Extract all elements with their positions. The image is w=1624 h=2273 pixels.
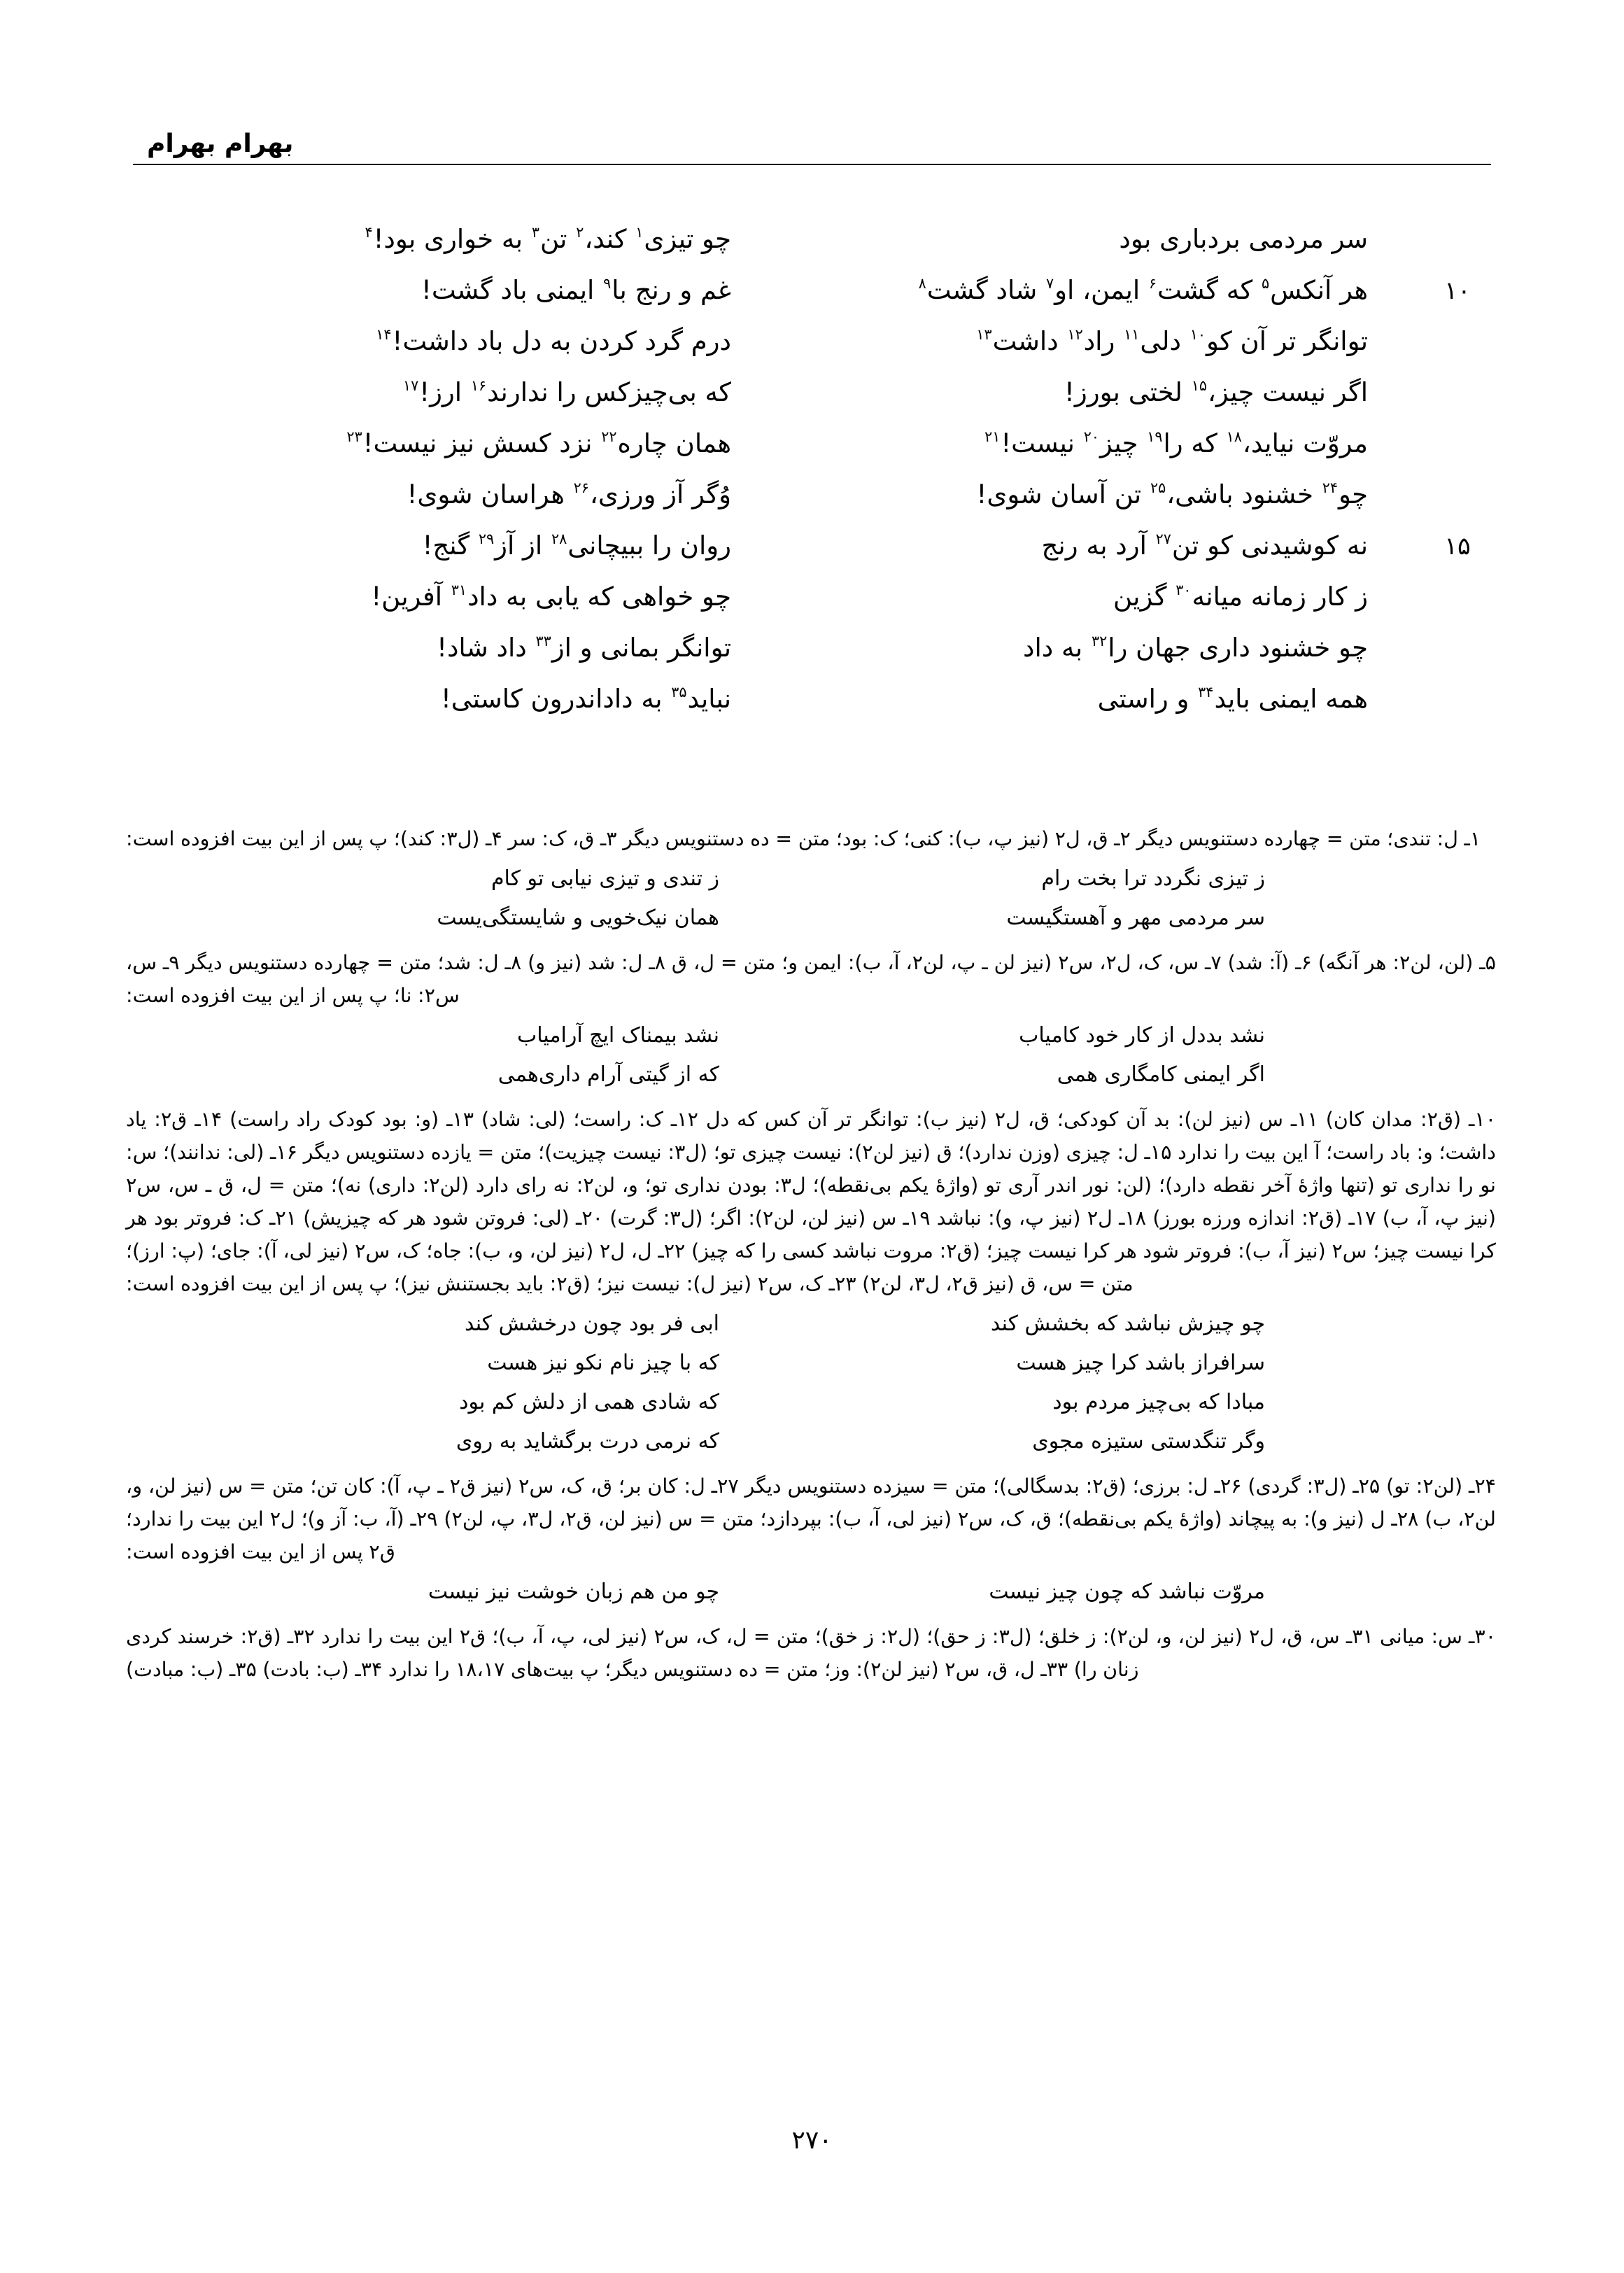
variant-marker: ۲۴ (1322, 479, 1338, 496)
verse-word: توانگر بمانی و از (551, 632, 731, 663)
hemistich-right (738, 530, 1424, 561)
variant-marker: ۳۵ (671, 684, 687, 701)
quoted-couplets-4 (126, 1575, 1496, 1614)
verse-word: بود (1119, 223, 1152, 254)
verse-word: به (641, 683, 663, 714)
verse-word: آز (664, 479, 684, 509)
quoted-hemistich-left: که نرمی درت برگشاید به روی (456, 1429, 719, 1454)
verse-word: ایمن، او (1054, 274, 1141, 305)
quoted-hemistich-right: مروّت نباشد که چون چیز نیست (989, 1579, 1265, 1604)
quoted-couplet-row (126, 1386, 1496, 1425)
verse-word: شاد گشت (926, 274, 1038, 305)
variant-marker: ۴ (365, 224, 373, 241)
verse-word: و (1176, 683, 1189, 714)
quoted-hemistich-left: ز تندی و تیزی نیابی تو کام (490, 866, 719, 891)
verse-word: بردباری (1159, 223, 1241, 254)
running-head-zone (133, 130, 1491, 192)
variant-marker: ۷ (1046, 275, 1054, 292)
hemistich-left (129, 685, 738, 712)
quoted-couplets-1 (126, 862, 1496, 941)
variant-marker: ۱۷ (402, 377, 419, 394)
verse-word: چو (1339, 479, 1368, 509)
verse-word: هر آنکس (1270, 274, 1368, 305)
quoted-hemistich-left: نشد بیمناک ایچ آرامیاب (517, 1023, 719, 1048)
variant-marker: ۱۳ (976, 326, 992, 343)
verse-word: نباید (687, 683, 731, 714)
verse-word: گزین (1113, 581, 1167, 612)
quoted-hemistich-left: چو من هم زبان خوشت نیز نیست (428, 1579, 719, 1604)
quoted-hemistich-left: که شادی همی از دلش کم بود (459, 1390, 719, 1414)
verse-body (134, 225, 1491, 736)
verse-row (134, 583, 1491, 634)
quoted-couplet-row (126, 1346, 1496, 1386)
verse-word: نه کوشیدنی کو تن (1171, 530, 1368, 561)
quoted-hemistich-right: نشد بددل از کار خود کامیاب (1019, 1023, 1265, 1048)
quoted-hemistich-right: مبادا که بی‌چیز مردم بود (1052, 1390, 1265, 1414)
verse-word: بورز! (1064, 377, 1120, 407)
hemistich-right (738, 276, 1424, 303)
quoted-hemistich-right: سرافراز باشد کرا چیز هست (1016, 1351, 1265, 1375)
variant-marker: ۹ (603, 275, 612, 292)
verse-row (134, 379, 1491, 430)
verse-word: زمانه (1250, 581, 1306, 612)
verse-word: نیست! (1001, 428, 1075, 458)
variant-marker: ۲۷ (1155, 530, 1171, 547)
variant-marker: ۲۵ (1150, 479, 1166, 496)
verse-word: کاستی! (440, 683, 523, 714)
quoted-couplet-row (126, 1307, 1496, 1346)
hemistich-left (129, 379, 738, 405)
verse-word: ایمنی باد گشت! (421, 274, 595, 305)
verse-row (134, 225, 1491, 276)
verse-row (134, 634, 1491, 685)
running-head-title: بهرام بهرام (147, 129, 294, 158)
variant-marker: ۳۳ (535, 633, 551, 649)
variant-marker: ۲۱ (984, 428, 1001, 445)
hemistich-left (129, 583, 738, 610)
verse-row (134, 532, 1491, 583)
verse-word: تن آسان شوی! (976, 479, 1142, 509)
verse-word: آرد به رنج (1041, 530, 1147, 561)
variant-marker: ۵ (1261, 275, 1270, 292)
variant-marker: ۱۱ (1124, 326, 1140, 343)
variant-marker: ۱ (635, 224, 644, 241)
quoted-hemistich-left: که از گیتی آرام داری‌همی (497, 1062, 719, 1087)
verse-word: چیز، (1207, 377, 1255, 407)
hemistich-right (738, 430, 1424, 456)
hemistich-right (738, 481, 1424, 507)
verse-row (134, 430, 1491, 481)
verse-word: داداندرون (530, 683, 633, 714)
verse-word: داشت (992, 325, 1059, 356)
quoted-hemistich-right: وگر تنگدستی ستیزه مجوی (1032, 1429, 1265, 1454)
verse-word: باید (1214, 683, 1250, 714)
quoted-couplet-row (126, 1425, 1496, 1464)
verse-word: چو تیزی (644, 223, 731, 254)
variant-marker: ۱۲ (1067, 326, 1083, 343)
verse-word: چیز (1100, 428, 1138, 458)
quoted-hemistich-left: ابی فر بود چون درخشش کند (464, 1311, 719, 1336)
hemistich-right (738, 685, 1424, 712)
quoted-couplet-row (126, 1019, 1496, 1058)
verse-word: چو خواهی که یابی به داد (467, 581, 731, 612)
critical-apparatus (126, 822, 1496, 1686)
variant-marker: ۳۴ (1198, 684, 1214, 701)
quoted-couplet-row (126, 1058, 1496, 1097)
verse-line-number: ۱۰ (1444, 276, 1471, 305)
variant-marker: ۱۹ (1147, 428, 1163, 445)
verse-word: داد (496, 632, 527, 663)
verse-word: نزد کسش نیز نیست! (362, 428, 593, 458)
verse-word: از آز (495, 530, 543, 561)
verse-word: لختی (1128, 377, 1182, 407)
verse-word: توانگر تر آن کو (1206, 325, 1368, 356)
quoted-couplets-3 (126, 1307, 1496, 1464)
verse-word: مردمی (1248, 223, 1324, 254)
verse-row (134, 685, 1491, 736)
variant-marker: ۱۴ (376, 326, 392, 343)
verse-word: وُگر (692, 479, 731, 509)
verse-word: راستی (1097, 683, 1168, 714)
variant-marker: ۳۰ (1175, 582, 1192, 598)
hemistich-right (738, 379, 1424, 405)
verse-word: ندارند (487, 377, 549, 407)
apparatus-paragraph-5: ۳۰ـ س: میانی ۳۱ـ س، ق، ل۲ (نیز لن، و، لن۲): ز خلق؛ (ل۳: ز حق)؛ (ل۲: ز خق)؛ متن = ل، ک، س۲ (نیز لی، پ، آ، ب)؛ ق۲ این بیت را ندارد ۳۲ـ (ق۲: خرسند کردی زنان را) ۳۳ـ ل، ق، س۲ (نیز لن۲): وز؛ متن = ده دستنویس دیگر؛ پ بیت‌های ۱۸،۱۷ را ندارد ۳۴ـ (ب: بادت) ۳۵ـ (ب: مبادت) (126, 1625, 1497, 1681)
verse-row (134, 481, 1491, 532)
verse-word: درم گرد کردن به دل باد داشت! (392, 325, 731, 356)
variant-marker: ۱۶ (470, 377, 487, 394)
quoted-hemistich-left: همان نیک‌خویی و شایستگی‌یست (437, 906, 719, 930)
verse-word: کند، (584, 223, 627, 254)
variant-marker: ۲۰ (1083, 428, 1100, 445)
apparatus-paragraph-4: ۲۴ـ (لن۲: تو) ۲۵ـ (ل۳: گردی) ۲۶ـ ل: برزی؛ (ق۲: بدسگالی)؛ متن = سیزده دستنویس دیگر ۲۷ـ ل: کان بر؛ ق، ک، س۲ (نیز ق۲ ـ پ، آ): کان تن؛ متن = س (نیز لن، و، لن۲، ب) ۲۸ـ ل (نیز و): به پیچاند (واژهٔ یکم بی‌نقطه)؛ ق، ک، س۲ (نیز لی، آ، ب): بپردازد؛ متن = س (نیز لن، ق۲، ل۳، پ، لن۲) ۲۹ـ (آ، ب: آز و)؛ ل۲ این بیت را ندارد؛ ق۲ پس از این بیت افزوده است: (126, 1475, 1496, 1563)
verse-word: میانه (1192, 581, 1243, 612)
quoted-couplet-row (126, 901, 1496, 941)
verse-row (134, 276, 1491, 328)
verse-word: گنج! (422, 530, 470, 561)
verse-word: مروّت نیاید، (1242, 428, 1368, 458)
variant-marker: ۳۱ (451, 582, 467, 598)
verse-word: به داد (1023, 632, 1083, 663)
variant-marker: ۶ (1148, 275, 1157, 292)
hemistich-left (129, 325, 738, 356)
variant-marker: ۲۸ (551, 530, 567, 547)
variant-marker: ۳ (531, 224, 539, 241)
verse-word: ز (1355, 581, 1368, 612)
verse-word: به خواری بود! (373, 223, 523, 254)
verse-word: سر (1332, 223, 1368, 254)
apparatus-paragraph-3: ۱۰ـ (ق۲: مدان کان) ۱۱ـ س (نیز لن): بد آن کودکی؛ ق، ل۲ (نیز ب): توانگر تر آن کس که دل ۱۲ـ ک: راست؛ (لی: شاد) ۱۳ـ (و: بود کودک راد راست) ۱۴ـ ق۲: یاد داشت؛ و: باد راست؛ آ این بیت را ندارد ۱۵ـ ل: چیزی (وزن ندارد)؛ ق (نیز لن۲): نیست چیزی تو؛ (ل۳: نیست چیزیت)؛ متن = یازده دستنویس دیگر ۱۶ـ (لی: ندانند)؛ س: نو را نداری تو (تنها واژهٔ آخر نقطه دارد)؛ (لن: نور اندر آری تو (واژهٔ یکم بی‌نقطه)؛ ل۳: بودن نداری تو؛ و، لن۲: نه رای دارد (لن۲: داری) نه)؛ متن = ل، ق ـ س، س۲ (نیز پ، آ، ب) ۱۷ـ (ق۲: اندازه ورزه بورز) ۱۸ـ ل۲ (نیز پ، و): نباشد ۱۹ـ س (نیز لن، لن۲): اگر؛ (ل۳: گرت) ۲۰ـ (لی: فروتن شود هر که چیزیش) ۲۱ـ ک: فروتر بود هر کرا نیست چیز؛ س۲ (نیز آ، ب): فروتر شود هر کرا نیست چیز؛ (ق۲: مروت نباشد کسی را که چیز) ۲۲ـ ل، ل۲ (نیز لن، و، ب): جاه؛ ک، س۲ (نیز لی، آ): جای؛ (پ: ارز)؛ متن = س، ق (نیز ق۲، ل۳، لن۲) ۲۳ـ ک، س۲ (نیز ل): نیست نیز؛ (ق۲: باید بجستنش نیز)؛ پ پس از این بیت افزوده است: (126, 1108, 1497, 1295)
quoted-hemistich-right: اگر ایمنی کامگاری همی (1057, 1062, 1265, 1087)
verse-word: دلی (1140, 325, 1181, 356)
hemistich-right (738, 634, 1424, 661)
variant-marker: ۲۲ (601, 428, 617, 445)
verse-word: هراسان شوی! (407, 479, 565, 509)
folio-page-number: ۲۷۰ (791, 2126, 833, 2155)
hemistich-left (129, 481, 738, 507)
verse-word: ایمنی (1258, 683, 1318, 714)
verse-word: شاد! (437, 632, 488, 663)
hemistich-right (738, 325, 1424, 356)
verse-word: راد (1083, 325, 1115, 356)
quoted-hemistich-right: ز تیزی نگردد ترا بخت رام (1041, 866, 1265, 891)
verse-word: که را (1163, 428, 1217, 458)
variant-marker: ۸ (918, 275, 926, 292)
hemistich-left (129, 430, 738, 456)
verse-word: چو خشنود داری جهان را (1108, 632, 1368, 663)
verse-word: خشنود باشی، (1166, 479, 1313, 509)
verse-word: غم و رنج با (612, 274, 731, 305)
hemistich-right (738, 223, 1424, 254)
quoted-hemistich-right: سر مردمی مهر و آهستگیست (1006, 906, 1265, 930)
verse-word: ورزی، (589, 479, 656, 509)
variant-marker: ۱۰ (1189, 326, 1206, 343)
hemistich-left (129, 225, 738, 252)
variant-marker: ۳۲ (1091, 633, 1108, 649)
verse-word: آفرین! (371, 581, 443, 612)
apparatus-paragraph-1: ۱ـ ل: تندی؛ متن = چهارده دستنویس دیگر ۲ـ ق، ل۲ (نیز پ، ب): کنی؛ ک: بود؛ متن = ده دستنویس دیگر ۳ـ ق، ک: سر ۴ـ (ل۳: کند)؛ پ پس از این بیت افزوده است: (126, 827, 1481, 850)
variant-marker: ۲۹ (478, 530, 495, 547)
quoted-couplets-2 (126, 1019, 1496, 1097)
verse-word: همان چاره (617, 428, 731, 458)
variant-marker: ۲۶ (573, 479, 589, 496)
verse-word: بی‌چیزکس را (556, 377, 697, 407)
apparatus-paragraph-2: ۵ـ (لن، لن۲: هر آنگه) ۶ـ (آ: شد) ۷ـ س، ک، ل۲، س۲ (نیز لن ـ پ، لن۲، آ، ب): ایمن و؛ متن = ل، ق ۸ـ ل: شد (نیز و) ۸ـ ل: شد؛ متن = چهارده دستنویس دیگر ۹ـ س، س۲: نا؛ پ پس از این بیت افزوده است: (126, 951, 1496, 1007)
verse-word: روان را ببیچانی (567, 530, 731, 561)
variant-marker: ۱۸ (1226, 428, 1242, 445)
hemistich-left (129, 634, 738, 661)
quoted-couplet-row (126, 862, 1496, 901)
quoted-couplet-row (126, 1575, 1496, 1614)
hemistich-right (738, 583, 1424, 610)
verse-word: تن (539, 223, 567, 254)
hemistich-left (129, 530, 738, 561)
verse-word: که (705, 377, 731, 407)
verse-row (134, 325, 1491, 379)
verse-line-number: ۱۵ (1444, 532, 1471, 561)
header-divider-rule (133, 164, 1491, 165)
quoted-hemistich-right: چو چیزش نباشد که بخشش کند (990, 1311, 1265, 1336)
variant-marker: ۱۵ (1191, 377, 1207, 394)
hemistich-left (129, 276, 738, 303)
verse-word: که گشت (1157, 274, 1253, 305)
variant-marker: ۲۳ (346, 428, 362, 445)
verse-word: ارز! (419, 377, 463, 407)
variant-marker: ۲ (576, 224, 584, 241)
verse-word: همه (1325, 683, 1368, 714)
quoted-hemistich-left: که با چیز نام نکو نیز هست (487, 1351, 719, 1375)
verse-word: کار (1314, 581, 1348, 612)
verse-word: اگر نیست (1262, 377, 1368, 407)
